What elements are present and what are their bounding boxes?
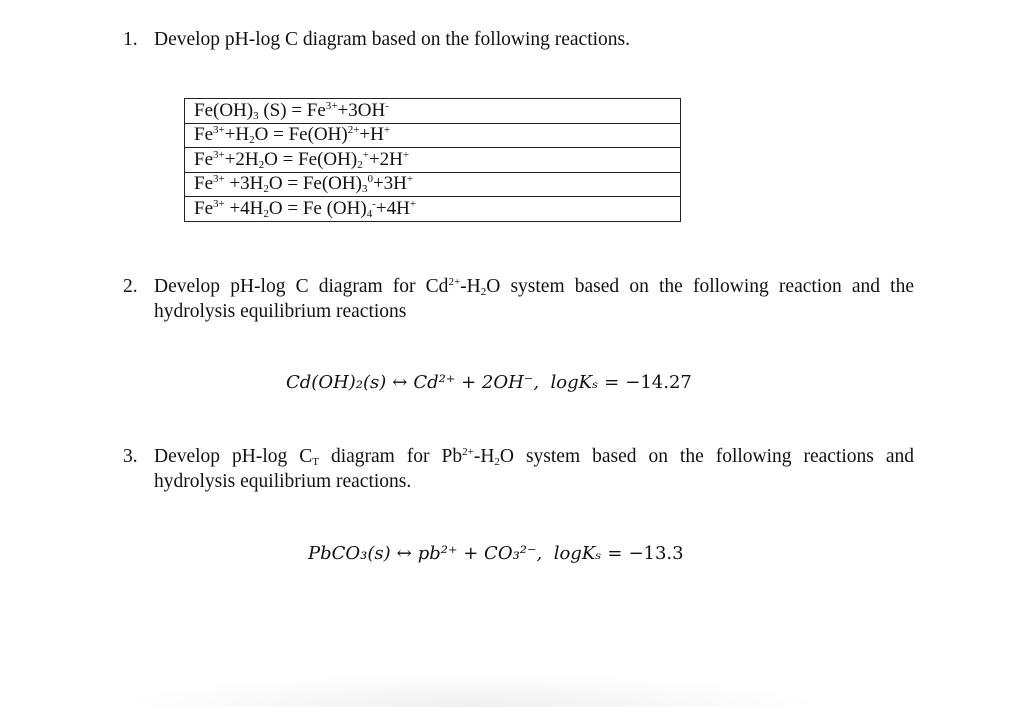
question-3-number: 3.: [123, 446, 138, 467]
equation-value: −13.3: [628, 543, 684, 564]
reaction-1: $Fe(OH)_3$ $(S) = Fe^{3+}+3OH^-$: [185, 99, 681, 124]
equilibrium-arrow: ↔: [396, 543, 412, 564]
reactions-table: [184, 98, 681, 222]
equation-lhs: Cd(OH)₂(s): [286, 372, 387, 393]
table-row: [185, 99, 681, 124]
equation-cd: Cd(OH)₂(s) ↔ Cd²⁺ + 2OH⁻, logKₛ = −14.27: [286, 372, 692, 393]
equation-pb: PbCO₃(s) ↔ pb²⁺ + CO₃²⁻, logKₛ = −13.3: [308, 543, 684, 564]
table-row: [185, 123, 681, 148]
equation-lhs: PbCO₃(s): [308, 543, 391, 564]
reaction-3: $Fe^{3+}+2H_2O = Fe(OH)_2^++2H^+$: [185, 148, 681, 173]
question-1-number: 1.: [123, 29, 138, 50]
reaction-4: $Fe^{3+} +3H_2O = Fe(OH)_3^0+3H^+$: [185, 172, 681, 197]
question-1-text: Develop pH-log C diagram based on the following reactions.: [154, 29, 631, 50]
equation-k-label: logKₛ: [553, 543, 602, 564]
equation-value: −14.27: [625, 372, 692, 393]
question-3-text: Develop pH-log $C_T$ diagram for $Pb^{2+}-H_2O$ system based on the following reactions and hydrolysis equilibrium reactions.: [154, 446, 914, 492]
reaction-5: $Fe^{3+} +4H_2O = Fe$ $(OH)_4^-+4H^+$: [185, 197, 681, 222]
question-2-text: Develop pH-log C diagram for $Cd^{2+}-H_2O$ system based on the following reaction and the hydrolysis equilibrium reactions: [154, 276, 914, 322]
question-2-number: 2.: [123, 276, 138, 297]
table-row: [185, 148, 681, 173]
equation-rhs: pb²⁺ + CO₃²⁻,: [417, 543, 543, 564]
table-row: [185, 197, 681, 222]
table-row: [185, 172, 681, 197]
equation-k-label: logKₛ: [550, 372, 599, 393]
equation-rhs: Cd²⁺ + 2OH⁻,: [413, 372, 540, 393]
equilibrium-arrow: ↔: [392, 372, 408, 393]
page-shadow: [110, 672, 830, 707]
reaction-2: $Fe^{3+}+H_2O = Fe(OH)^{2+}+H^+$: [185, 123, 681, 148]
